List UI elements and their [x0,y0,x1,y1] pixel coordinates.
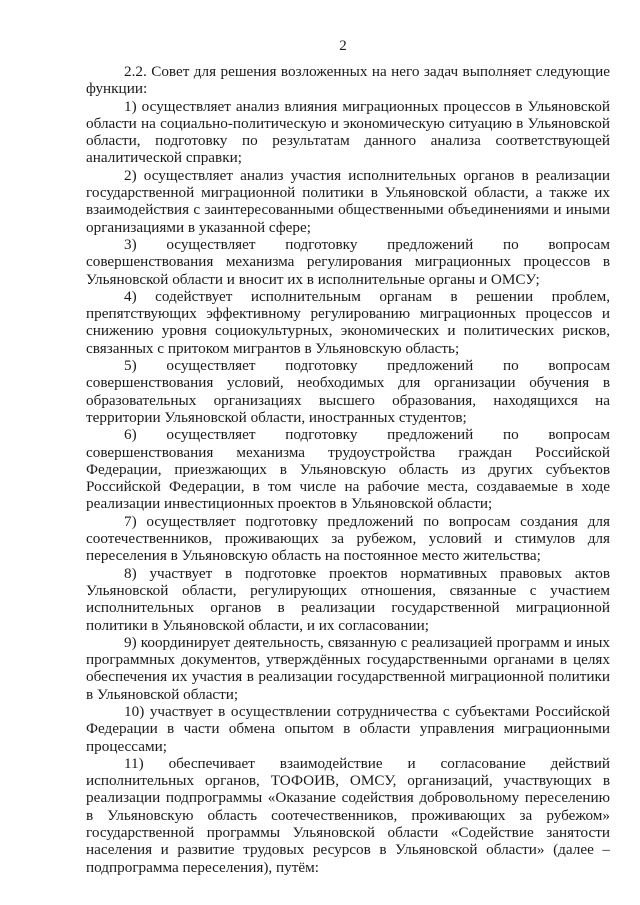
paragraph-item-4: 4) содействует исполнительным органам в решении проблем, препятствующих эффективному регулированию миграционных процессов и снижению уровня социокультурных, экономических и политических рисков, связанных с притоком мигрантов в Ульяновскую область; [86,287,610,357]
paragraph-item-6: 6) осуществляет подготовку предложений по вопросам совершенствования механизма трудоустройства граждан Российской Федерации, приезжающих в Ульяновскую область из других субъектов Российской Федерации, в том числе на рабочие места, создаваемые в ходе реализации инвестиционных проектов в Ульяновской области; [86,426,610,513]
paragraph-item-1: 1) осуществляет анализ влияния миграционных процессов в Ульяновской области на социально-политическую и экономическую ситуацию в Ульяновской области, подготовку по результатам данного анализа соответствующей аналитической справки; [86,97,610,167]
paragraph-2-2: 2.2. Совет для решения возложенных на него задач выполняет следующие функции: [86,63,610,98]
page-number: 2 [339,38,347,54]
paragraph-item-8: 8) участвует в подготовке проектов нормативных правовых актов Ульяновской области, регулирующих отношения, связанные с участием исполнительных органов в реализации государственной миграционной политики в Ульяновской области, и их согласовании; [86,564,610,634]
paragraph-item-11: 11) обеспечивает взаимодействие и согласование действий исполнительных органов, ТОФОИВ, ОМСУ, организаций, участвующих в реализации подпрограммы «Оказание содействия добровольному переселению в Ульяновскую область соотечественников, проживающих за рубежом» государственной программы Ульяновской области «Содействие занятости населения и развитие трудовых ресурсов в Ульяновской области» (далее – подпрограмма переселения), путём: [86,754,610,876]
paragraph-item-5: 5) осуществляет подготовку предложений по вопросам совершенствования условий, необходимых для организации обучения в образовательных организациях высшего образования, находящихся на территории Ульяновской области, иностранных студентов; [86,357,610,426]
paragraph-item-10: 10) участвует в осуществлении сотрудничества с субъектами Российской Федерации в части обмена опытом в области управления миграционными процессами; [86,702,610,755]
paragraph-item-3: 3) осуществляет подготовку предложений по вопросам совершенствования механизма регулирования миграционных процессов в Ульяновской области и вносит их в исполнительные органы и ОМСУ; [86,235,610,288]
paragraph-item-9: 9) координирует деятельность, связанную с реализацией программ и иных программных документов, утверждённых государственными органами в целях обеспечения их участия в реализации государственной миграционной политики в Ульяновской области; [86,633,610,703]
paragraph-item-2: 2) осуществляет анализ участия исполнительных органов в реализации государственной миграционной политики в Ульяновской области, а также их взаимодействия с заинтересованными общественными объединениями и иными организациями в указанной сфере; [86,166,610,236]
paragraph-item-7: 7) осуществляет подготовку предложений по вопросам создания для соотечественников, проживающих за рубежом, условий и стимулов для переселения в Ульяновскую область на постоянное место жительства; [86,512,610,565]
